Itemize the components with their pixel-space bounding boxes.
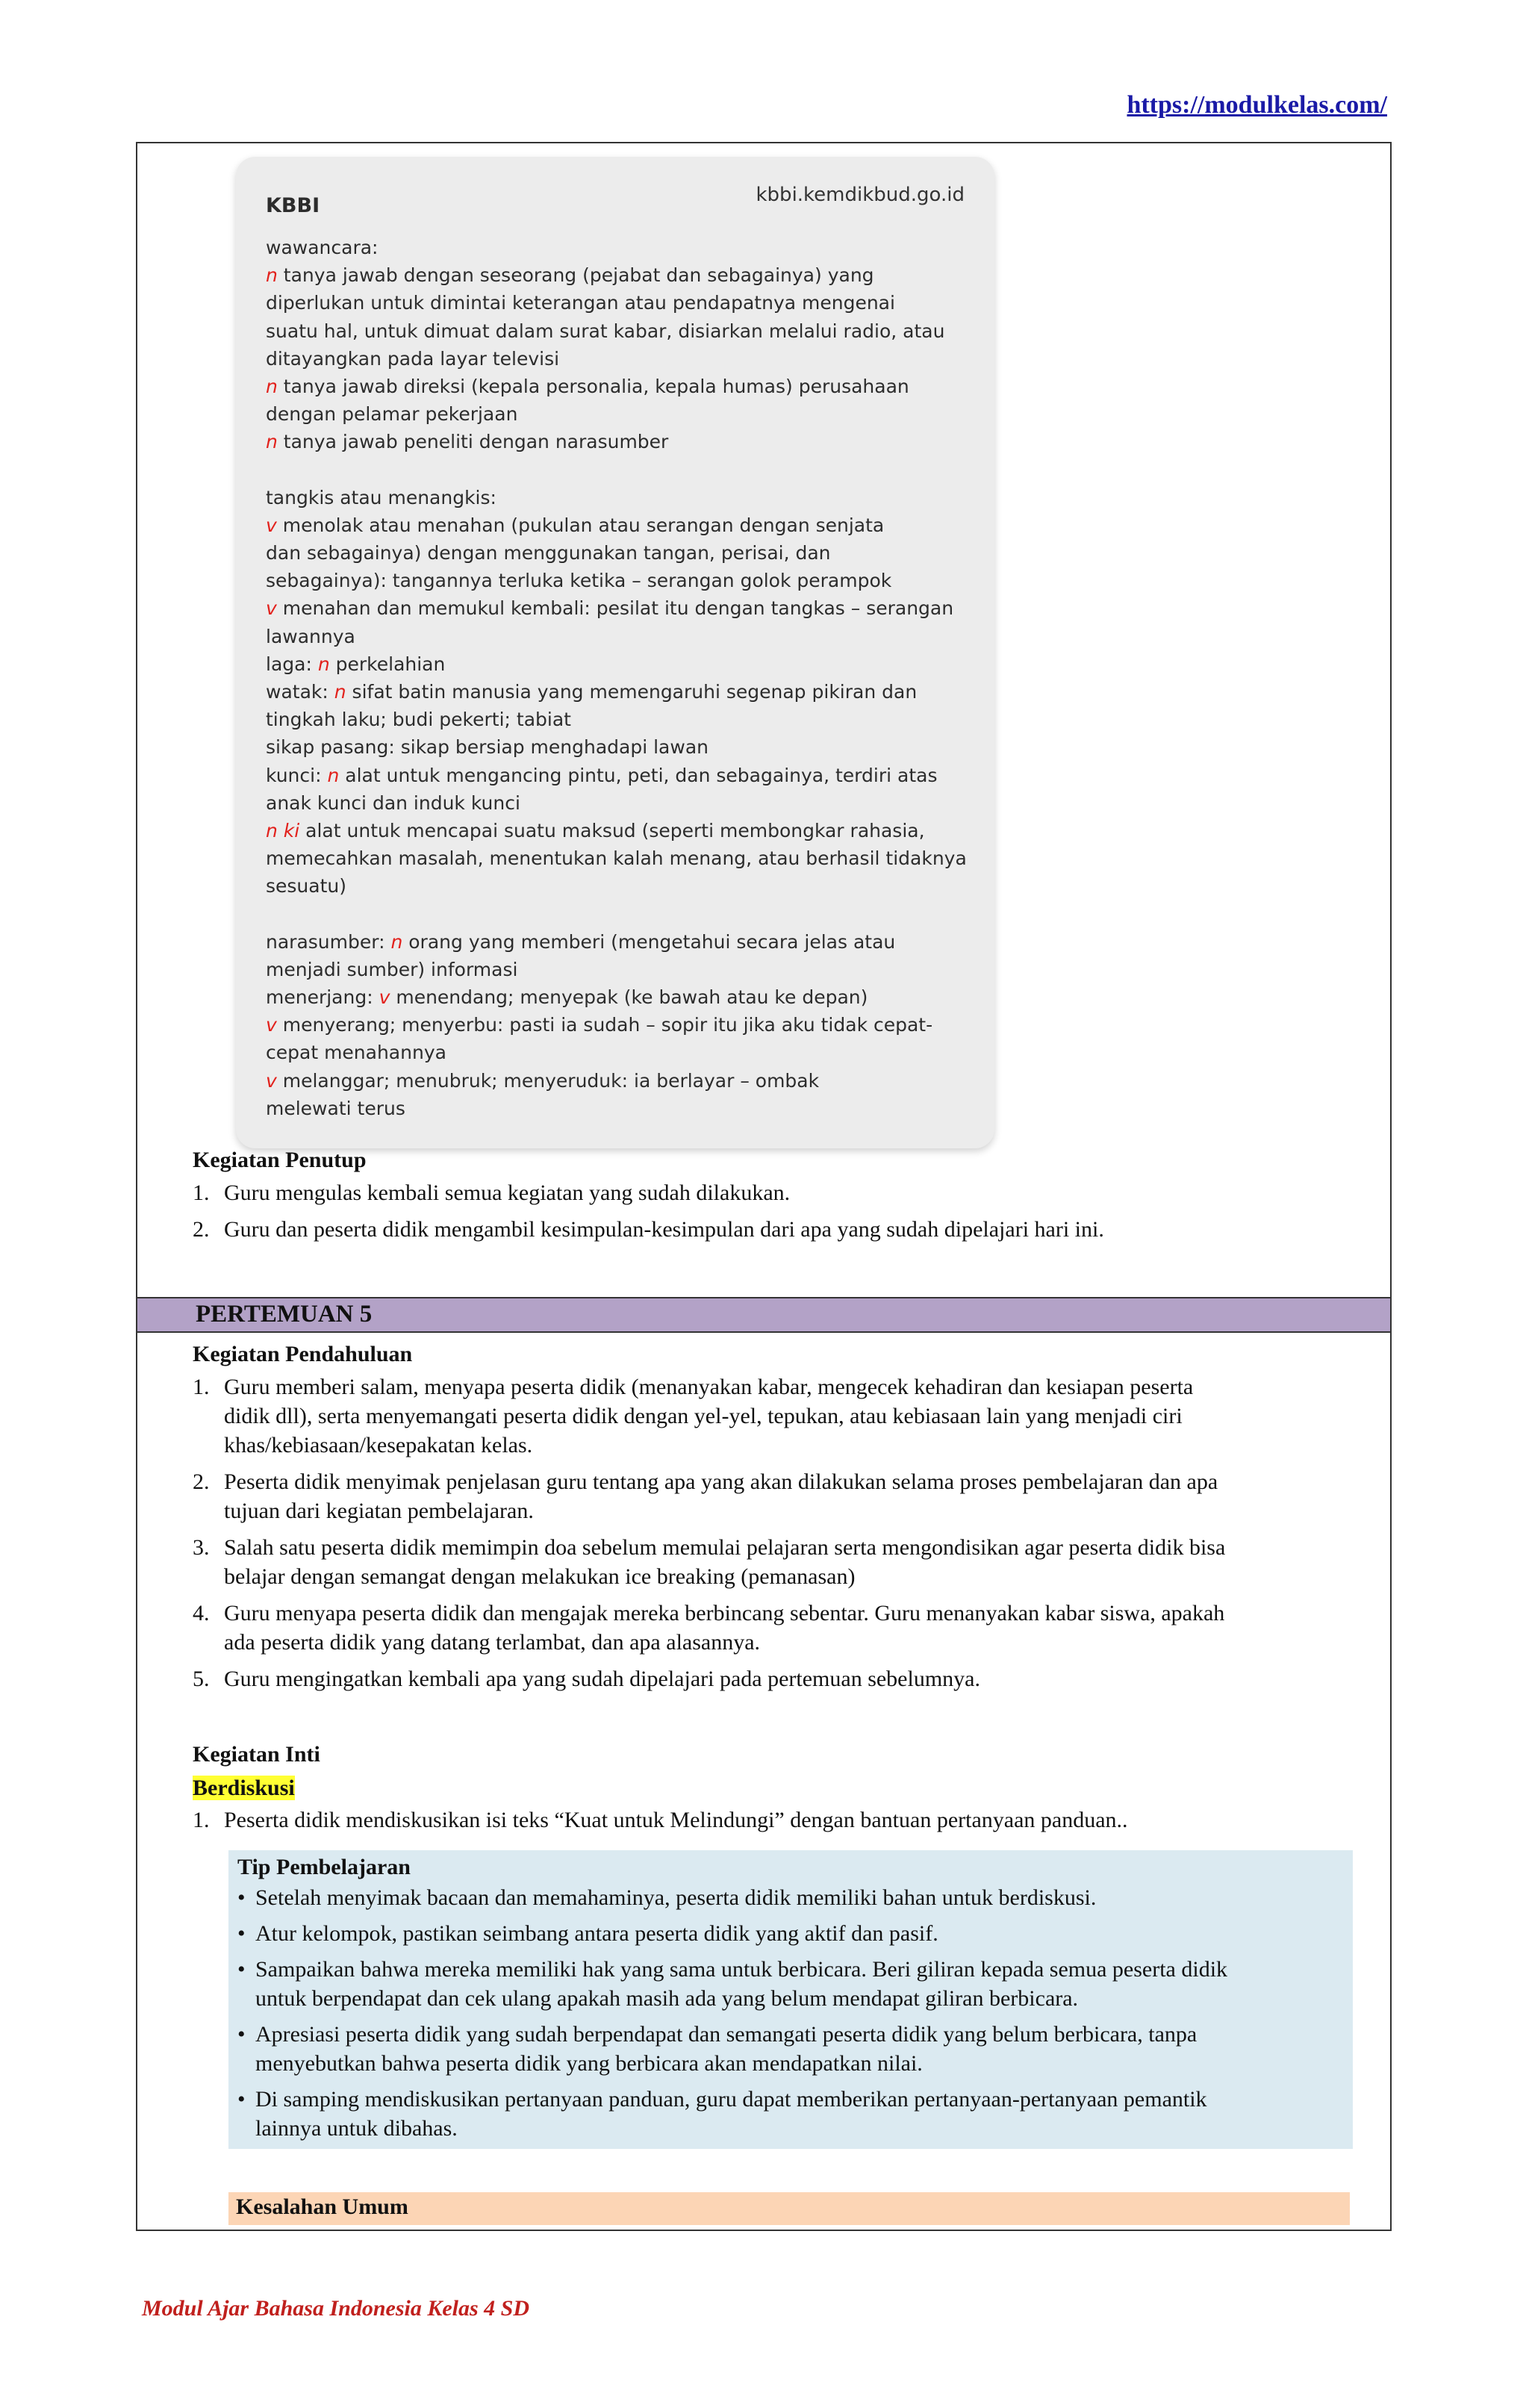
kbbi-line bbox=[266, 900, 965, 928]
tip-pembelajaran-box bbox=[228, 1850, 1353, 2149]
kbbi-line: laga: n perkelahian bbox=[266, 653, 446, 675]
kbbi-line: n ki alat untuk mencapai suatu maksud (seperti membongkar rahasia, bbox=[266, 820, 925, 842]
tip-bullets bbox=[237, 1883, 1345, 2143]
kbbi-line: n tanya jawab dengan seseorang (pejabat dan sebagainya) yang bbox=[266, 264, 874, 287]
kbbi-line: v menyerang; menyerbu: pasti ia sudah – sopir itu jika aku tidak cepat- bbox=[266, 1014, 933, 1036]
pertemuan-label: PERTEMUAN 5 bbox=[196, 1301, 373, 1328]
kbbi-source: kbbi.kemdikbud.go.id bbox=[756, 184, 965, 206]
kbbi-line: sikap pasang: sikap bersiap menghadapi lawan bbox=[266, 736, 709, 759]
kbbi-line: v menahan dan memukul kembali: pesilat itu dengan tangkas – serangan bbox=[266, 597, 954, 620]
kbbi-line: anak kunci dan induk kunci bbox=[266, 791, 520, 814]
list-item: 2. Guru dan peserta didik mengambil kesimpulan-kesimpulan dari apa yang sudah dipelajari hari ini. bbox=[193, 1217, 1104, 1242]
kbbi-line: diperlukan untuk dimintai keterangan atau pendapatnya mengenai bbox=[266, 292, 895, 314]
kbbi-line: n tanya jawab direksi (kepala personalia, kepala humas) perusahaan bbox=[266, 376, 909, 398]
kbbi-line: lawannya bbox=[266, 625, 355, 647]
kbbi-line: cepat menahannya bbox=[266, 1042, 446, 1064]
kbbi-line: tingkah laku; budi pekerti; tabiat bbox=[266, 709, 571, 731]
kbbi-line: ditayangkan pada layar televisi bbox=[266, 347, 560, 370]
tip-title: Tip Pembelajaran bbox=[237, 1855, 411, 1879]
kbbi-line: dengan pelamar pekerjaan bbox=[266, 403, 518, 426]
kbbi-line: dan sebagainya) dengan menggunakan tangan, perisai, dan bbox=[266, 542, 831, 564]
kbbi-definition-box bbox=[236, 157, 994, 1148]
list-item: 1. Guru memberi salam, menyapa peserta didik (menanyakan kabar, mengecek kehadiran dan kesiapan peserta didik dll), serta menyemangati peserta didik dengan yel-yel, tepukan, atau kebiasaan lain yang menjadi ciri khas/kebiasaan/kesepakatan kelas. bbox=[193, 1375, 1194, 1457]
kbbi-line: sebagainya): tangannya terluka ketika – serangan golok perampok bbox=[266, 570, 892, 592]
kbbi-line: narasumber: n orang yang memberi (mengetahui secara jelas atau bbox=[266, 930, 896, 953]
pendahuluan-heading: Kegiatan Pendahuluan bbox=[193, 1342, 413, 1366]
list-item: 3. Salah satu peserta didik memimpin doa sebelum memulai pelajaran serta mengondisikan agar peserta didik bisa belajar dengan semangat dengan melakukan ice breaking (pemanasan) bbox=[193, 1535, 1226, 1589]
kbbi-line: sesuatu) bbox=[266, 875, 346, 897]
kbbi-line: tangkis atau menangkis: bbox=[266, 486, 496, 508]
kbbi-entries bbox=[266, 234, 965, 1122]
site-url-link[interactable]: https://modulkelas.com/ bbox=[1127, 91, 1387, 119]
list-item: 1. Guru mengulas kembali semua kegiatan yang sudah dilakukan. bbox=[193, 1180, 791, 1205]
inti-heading: Kegiatan Inti bbox=[193, 1742, 320, 1767]
tip-bullet: • Atur kelompok, pastikan seimbang antara peserta didik yang aktif dan pasif. bbox=[237, 1921, 938, 1946]
content-frame bbox=[136, 142, 1392, 2231]
kbbi-line: n tanya jawab peneliti dengan narasumber bbox=[266, 431, 669, 453]
pertemuan-bar bbox=[137, 1297, 1390, 1333]
tip-bullet: • Sampaikan bahwa mereka memiliki hak yang sama untuk berbicara. Beri giliran kepada semua peserta didik untuk berpendapat dan cek ulang apakah masih ada yang belum mendapat giliran berbicara. bbox=[237, 1957, 1228, 2011]
pendahuluan-list bbox=[193, 1372, 1360, 1693]
kesalahan-title: Kesalahan Umum bbox=[236, 2194, 408, 2219]
kbbi-title: KBBI bbox=[266, 194, 320, 217]
kbbi-line: suatu hal, untuk dimuat dalam surat kabar, disiarkan melalui radio, atau bbox=[266, 320, 945, 342]
list-item: 2. Peserta didik menyimak penjelasan guru tentang apa yang akan dilakukan selama proses pembelajaran dan apa tujuan dari kegiatan pembelajaran. bbox=[193, 1469, 1218, 1523]
penutup-section bbox=[193, 1144, 1360, 1251]
list-item: 4. Guru menyapa peserta didik dan mengajak mereka berbincang sebentar. Guru menanyakan kabar siswa, apakah ada peserta didik yang datang terlambat, dan apa alasannya. bbox=[193, 1601, 1225, 1655]
kesalahan-umum-box bbox=[228, 2192, 1350, 2225]
kbbi-line: memecahkan masalah, menentukan kalah menang, atau berhasil tidaknya bbox=[266, 847, 967, 870]
kbbi-line: wawancara: bbox=[266, 237, 379, 258]
inti-section bbox=[193, 1738, 1360, 1842]
kbbi-line: watak: n sifat batin manusia yang memengaruhi segenap pikiran dan bbox=[266, 681, 918, 703]
kbbi-line: menjadi sumber) informasi bbox=[266, 958, 518, 980]
kbbi-line: menerjang: v menendang; menyepak (ke bawah atau ke depan) bbox=[266, 986, 868, 1009]
footer-text: Modul Ajar Bahasa Indonesia Kelas 4 SD bbox=[142, 2296, 530, 2321]
kbbi-line: v menolak atau menahan (pukulan atau serangan dengan senjata bbox=[266, 514, 885, 536]
kbbi-line: kunci: n alat untuk mengancing pintu, peti, dan sebagainya, terdiri atas bbox=[266, 764, 938, 786]
kbbi-line bbox=[266, 456, 965, 484]
kbbi-line: melewati terus bbox=[266, 1097, 405, 1119]
list-item: 5. Guru mengingatkan kembali apa yang sudah dipelajari pada pertemuan sebelumnya. bbox=[193, 1667, 980, 1691]
tip-bullet: • Di samping mendiskusikan pertanyaan panduan, guru dapat memberikan pertanyaan-pertanyaan pemantik lainnya untuk dibahas. bbox=[237, 2087, 1207, 2141]
tip-bullet: • Apresiasi peserta didik yang sudah berpendapat dan semangati peserta didik yang belum berbicara, tanpa menyebutkan bahwa peserta didik yang berbicara akan mendapatkan nilai. bbox=[237, 2022, 1198, 2076]
pendahuluan-section bbox=[193, 1338, 1360, 1701]
tip-bullet: • Setelah menyimak bacaan dan memahaminya, peserta didik memiliki bahan untuk berdiskusi. bbox=[237, 1885, 1097, 1910]
berdiskusi-highlight: Berdiskusi bbox=[193, 1776, 295, 1800]
penutup-heading: Kegiatan Penutup bbox=[193, 1148, 367, 1172]
list-item: 1. Peserta didik mendiskusikan isi teks “Kuat untuk Melindungi” dengan bantuan pertanyaan panduan.. bbox=[193, 1808, 1128, 1832]
kbbi-line: v melanggar; menubruk; menyeruduk: ia berlayar – ombak bbox=[266, 1069, 820, 1092]
